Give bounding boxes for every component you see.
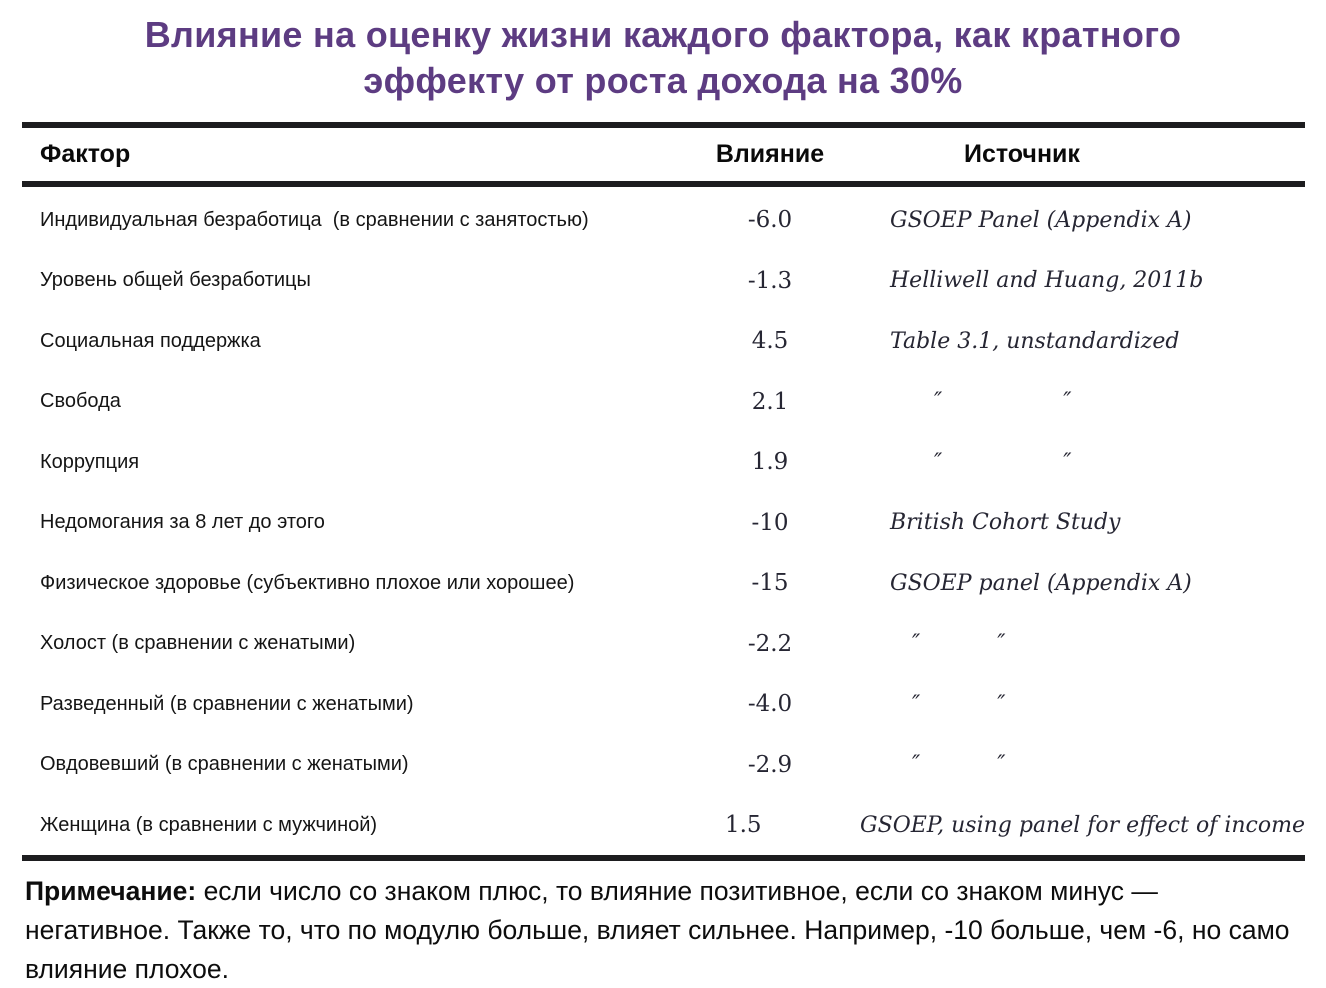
factor-cell: Женщина (в сравнении с мужчиной) — [40, 813, 378, 836]
impact-cell: -15 — [751, 570, 789, 597]
footnote-label: Примечание: — [25, 876, 197, 906]
factor-cell: Индивидуальная безработица (в сравнении с занятостью) — [40, 208, 589, 231]
table-row — [22, 553, 1305, 614]
factor-cell: Уровень общей безработицы — [40, 269, 311, 292]
page-title-line2: эффекту от роста дохода на 30% — [363, 60, 963, 101]
impact-cell: 2.1 — [751, 388, 789, 415]
factor-cell: Недомогания за 8 лет до этого — [40, 511, 325, 534]
table-header-row — [22, 128, 1305, 181]
table-row — [22, 493, 1305, 554]
table-row — [22, 674, 1305, 735]
factor-cell: Социальная поддержка — [40, 329, 261, 352]
impact-cell: -1.3 — [747, 267, 793, 294]
impact-cell: 1.9 — [751, 449, 789, 476]
source-cell-ditto: ″ ″ — [890, 389, 1072, 415]
impact-cell: -2.2 — [747, 630, 793, 657]
impact-cell: -2.9 — [747, 751, 793, 778]
column-header-source: Источник — [964, 140, 1080, 168]
source-cell-ditto: ″ ″ — [890, 691, 1006, 717]
page-title — [0, 12, 1326, 104]
column-header-factor: Фактор — [40, 140, 131, 168]
factor-cell: Свобода — [40, 390, 121, 413]
impact-cell: -6.0 — [747, 207, 793, 234]
source-cell-ditto: ″ ″ — [890, 752, 1006, 778]
impact-cell: -10 — [751, 509, 789, 536]
factor-cell: Холост (в сравнении с женатыми) — [40, 632, 356, 655]
factor-cell: Коррупция — [40, 450, 140, 473]
table-row — [22, 190, 1305, 251]
table-row — [22, 614, 1305, 675]
factor-cell: Овдовевший (в сравнении с женатыми) — [40, 753, 409, 776]
impact-cell: 4.5 — [751, 328, 789, 355]
source-cell: GSOEP panel (Appendix A) — [890, 570, 1192, 596]
column-header-impact: Влияние — [715, 140, 825, 168]
table-row — [22, 795, 1305, 856]
page-title-line1: Влияние на оценку жизни каждого фактора, как кратного — [144, 14, 1182, 55]
table-row — [22, 311, 1305, 372]
table-row — [22, 432, 1305, 493]
table-row — [22, 251, 1305, 312]
table-row — [22, 735, 1305, 796]
source-cell: Table 3.1, unstandardized — [890, 328, 1180, 354]
table-bottom-rule — [22, 855, 1305, 861]
footnote — [25, 872, 1310, 988]
table-row — [22, 372, 1305, 433]
factor-cell: Разведенный (в сравнении с женатыми) — [40, 692, 414, 715]
factor-cell: Физическое здоровье (субъективно плохое или хорошее) — [40, 571, 575, 594]
table-body — [22, 190, 1305, 856]
impact-cell: 1.5 — [724, 812, 762, 839]
source-cell-ditto: ″ ″ — [890, 449, 1072, 475]
source-cell: British Cohort Study — [890, 510, 1121, 536]
source-cell-ditto: ″ ″ — [890, 631, 1006, 657]
source-cell: GSOEP, using panel for effect of income — [860, 812, 1305, 838]
source-cell: GSOEP Panel (Appendix A) — [890, 207, 1192, 233]
footnote-text: если число со знаком плюс, то влияние позитивное, если со знаком минус — негативное. Также то, что по модулю больше, влияет сильнее. Например, -10 больше, чем -6, но само влияние плохое. — [25, 876, 1290, 984]
source-cell: Helliwell and Huang, 2011b — [890, 268, 1204, 294]
table-header-divider — [22, 181, 1305, 187]
impact-cell: -4.0 — [747, 691, 793, 718]
